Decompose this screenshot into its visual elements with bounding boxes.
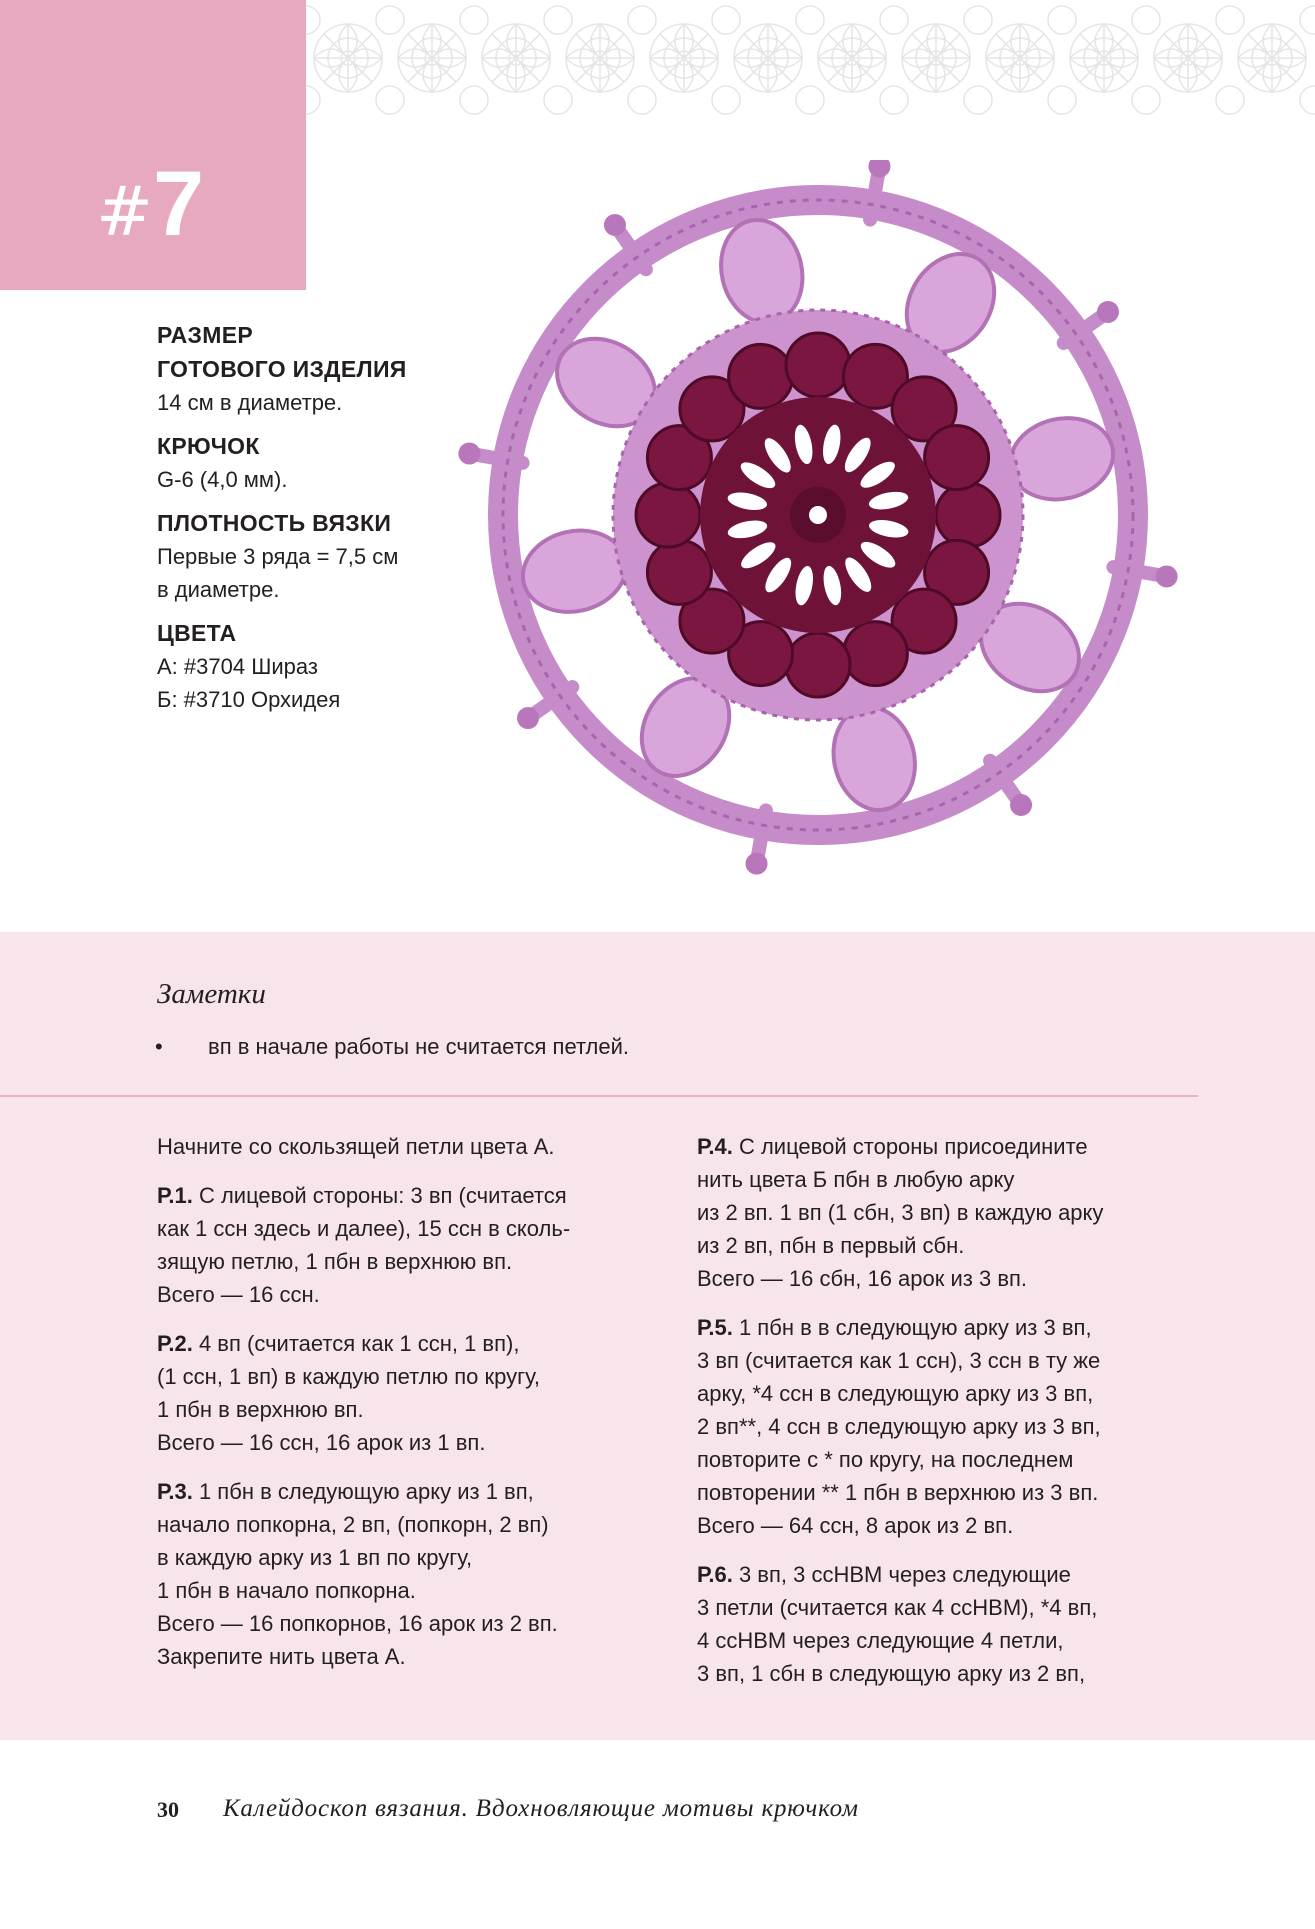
- pattern-number: #7: [96, 153, 205, 255]
- book-title: Калейдоскоп вязания. Вдохновляющие мотивы крючком: [223, 1795, 859, 1822]
- instruction-paragraph: Начните со скользящей петли цвета А.: [157, 1134, 555, 1159]
- page-number: 30: [157, 1797, 179, 1822]
- instruction-paragraph: Р.2. 4 вп (считается как 1 ссн, 1 вп), (1 ссн, 1 вп) в каждую петлю по кругу, 1 пбн в верхнюю вп. Всего — 16 ссн, 16 арок из 1 вп.: [157, 1331, 541, 1455]
- spec-value: 14 см в диаметре.: [157, 390, 343, 415]
- spec-heading: КРЮЧОК: [157, 433, 260, 459]
- instruction-paragraph: Р.6. 3 вп, 3 ссНВМ через следующие 3 петли (считается как 4 ссНВМ), *4 вп, 4 ссНВМ через следующие 4 петли, 3 вп, 1 сбн в следующую арку из 2 вп,: [697, 1562, 1098, 1686]
- bullet-icon: •: [155, 1034, 163, 1059]
- row-label: Р.5.: [697, 1315, 733, 1340]
- spec-value: Первые 3 ряда = 7,5 см в диаметре.: [157, 544, 399, 602]
- crochet-motif-photo: [435, 160, 1220, 930]
- row-label: Р.4.: [697, 1134, 733, 1159]
- row-label: Р.2.: [157, 1331, 193, 1356]
- row-label: Р.6.: [697, 1562, 733, 1587]
- divider: [0, 1095, 1198, 1097]
- spec-hook: [157, 429, 457, 496]
- spec-heading: РАЗМЕР ГОТОВОГО ИЗДЕЛИЯ: [157, 322, 407, 382]
- spec-heading: ЦВЕТА: [157, 620, 237, 646]
- spec-gauge: [157, 506, 457, 606]
- row-label: Р.1.: [157, 1183, 193, 1208]
- specifications: [157, 318, 457, 726]
- spec-value: G-6 (4,0 мм).: [157, 467, 288, 492]
- instructions-right-column: [697, 1130, 1217, 1706]
- spec-colors: [157, 616, 457, 716]
- spec-size: [157, 318, 457, 419]
- instructions-left-column: [157, 1130, 657, 1689]
- instruction-paragraph: Р.4. С лицевой стороны присоедините нить цвета Б пбн в любую арку из 2 вп. 1 вп (1 сбн, 3 вп) в каждую арку из 2 вп, пбн в первый сбн. Всего — 16 сбн, 16 арок из 3 вп.: [697, 1134, 1104, 1291]
- instruction-paragraph: Р.3. 1 пбн в следующую арку из 1 вп, начало попкорна, 2 вп, (попкорн, 2 вп) в каждую арку из 1 вп по кругу, 1 пбн в начало попкорна. Всего — 16 попкорнов, 16 арок из 2 вп. Закрепите нить цвета А.: [157, 1479, 558, 1669]
- instruction-paragraph: Р.5. 1 пбн в в следующую арку из 3 вп, 3 вп (считается как 1 ссн), 3 ссн в ту же арку, *4 ссн в следующую арку из 3 вп, 2 вп**, 4 ссн в следующую арку из 3 вп, повторите с * по кругу, на последнем повторении ** 1 пбн в верхнюю из 3 вп. Всего — 64 ссн, 8 арок из 2 вп.: [697, 1315, 1101, 1538]
- instruction-paragraph: Р.1. С лицевой стороны: 3 вп (считается как 1 ссн здесь и далее), 15 ссн в сколь- зящую петлю, 1 пбн в верхнюю вп. Всего — 16 ссн.: [157, 1183, 571, 1307]
- spec-heading: ПЛОТНОСТЬ ВЯЗКИ: [157, 510, 392, 536]
- row-label: Р.3.: [157, 1479, 193, 1504]
- lace-pattern-decoration: [306, 0, 1315, 130]
- note-item: вп в начале работы не считается петлей.: [208, 1034, 630, 1059]
- spec-value: А: #3704 Шираз Б: #3710 Орхидея: [157, 654, 341, 712]
- notes-title: Заметки: [157, 978, 266, 1010]
